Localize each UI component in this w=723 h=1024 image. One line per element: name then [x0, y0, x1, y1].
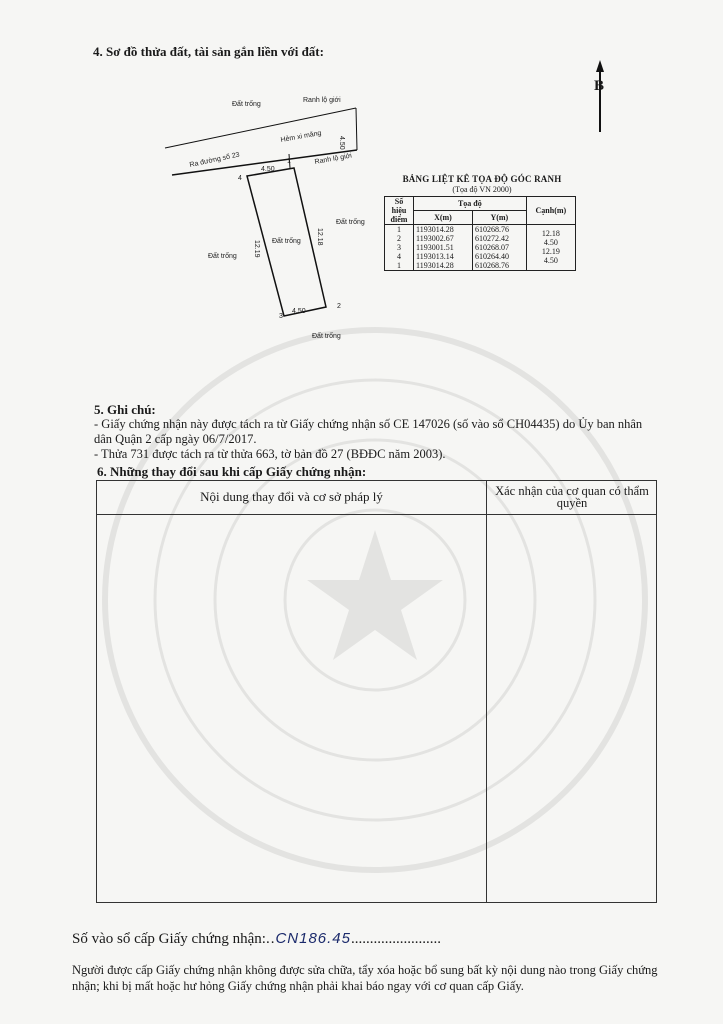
point-2: 2	[337, 303, 341, 310]
note-line-2: - Thửa 731 được tách ra từ thửa 663, tờ bản đồ 27 (BĐĐC năm 2003).	[94, 447, 446, 461]
changes-header-divider	[97, 514, 656, 515]
table-row-x: 1193002.67	[416, 234, 454, 243]
coordinate-table-subtitle: (Tọa độ VN 2000)	[452, 185, 512, 194]
top-edge-length: 4.50	[261, 166, 275, 173]
changes-confirm-header: Xác nhận của cơ quan có thẩm quyền	[495, 484, 649, 510]
header-point: Số hiệu điểm	[385, 197, 414, 225]
changes-content-column	[97, 481, 487, 902]
edge-column	[526, 225, 575, 271]
table-row-edge: 12.18	[541, 229, 560, 238]
point-column	[385, 225, 414, 271]
table-row-x: 1193013.14	[416, 252, 454, 261]
changes-table	[96, 480, 657, 903]
note-line-1: - Giấy chứng nhận này được tách ra từ Giấy chứng nhận số CE 147026 (số vào sổ CH04435) do Ủy ban nhân dân Quận 2 cấp ngày 06/7/2017.	[94, 417, 643, 446]
section-6-title: 6. Những thay đổi sau khi cấp Giấy chứng nhận:	[97, 464, 367, 479]
alley-label: Hẻm xi măng	[280, 129, 322, 144]
left-edge-length: 12.19	[253, 240, 260, 258]
section-5-title: 5. Ghi chú:	[94, 402, 156, 417]
table-row-y: 610264.40	[474, 252, 509, 261]
table-row-edge: 4.50	[543, 238, 558, 247]
table-row-edge: 12.19	[541, 247, 560, 256]
empty-land-right: Đất trống	[336, 219, 365, 226]
table-row-point: 4	[397, 252, 401, 261]
bottom-edge-length: 4.50	[292, 308, 306, 315]
x-column	[414, 225, 473, 271]
table-row-y: 610268.76	[474, 261, 509, 270]
alley-width: 4.50	[338, 136, 345, 150]
plot-label: Đất trống	[272, 238, 301, 245]
warning-text: Người được cấp Giấy chứng nhận không được sửa chữa, tẩy xóa hoặc bổ sung bất kỳ nội dung nào trong Giấy chứng nhận; khi bị mất hoặc hư hỏng Giấy chứng nhận phải khai báo ngay với cơ quan cấp Giấy.	[72, 963, 658, 993]
table-row-point: 1	[397, 261, 401, 270]
table-row-y: 610272.42	[474, 234, 509, 243]
table-row-y: 610268.76	[474, 225, 509, 234]
right-edge-length: 12.18	[316, 228, 323, 246]
to-road-label: Ra đường số 23	[188, 151, 241, 169]
header-coord: Tọa độ	[414, 197, 527, 211]
north-label: B	[594, 78, 605, 94]
point-4: 4	[238, 175, 242, 182]
coordinate-table-block	[384, 174, 580, 271]
section-4-title: 4. Sơ đồ thửa đất, tài sản gắn liền với đất:	[93, 44, 324, 59]
coordinate-table-title: BẢNG LIỆT KÊ TỌA ĐỘ GÓC RANH	[402, 174, 562, 184]
empty-land-top: Đất trống	[232, 101, 261, 108]
table-row-y: 610268.07	[474, 243, 509, 252]
notes-section	[94, 402, 654, 462]
table-row-point: 2	[397, 234, 401, 243]
header-x: X(m)	[414, 211, 473, 225]
empty-land-bottom: Đất trống	[312, 333, 341, 340]
point-3: 3	[279, 313, 283, 320]
table-row-point: 3	[397, 243, 401, 252]
table-row-x: 1193014.28	[416, 261, 454, 270]
y-column	[472, 225, 526, 271]
header-y: Y(m)	[472, 211, 526, 225]
boundary-label-top: Ranh lộ giới	[303, 97, 341, 104]
empty-land-left: Đất trống	[208, 253, 237, 260]
registry-number: CN186.45	[275, 930, 351, 947]
table-row-point: 1	[397, 225, 401, 234]
coordinate-table	[384, 196, 576, 271]
table-row-x: 1193014.28	[416, 225, 454, 234]
point-1: 1	[287, 158, 291, 165]
registry-line: Số vào sổ cấp Giấy chứng nhận:..CN186.45........................	[72, 930, 441, 947]
table-row-x: 1193001.51	[416, 243, 454, 252]
registry-label: Số vào sổ cấp Giấy chứng nhận:	[72, 931, 266, 947]
header-edge: Cạnh(m)	[526, 197, 575, 225]
boundary-label-right: Ranh lộ giới	[314, 152, 353, 166]
table-row-edge: 4.50	[543, 256, 558, 265]
changes-content-header: Nội dung thay đổi và cơ sở pháp lý	[200, 489, 383, 504]
